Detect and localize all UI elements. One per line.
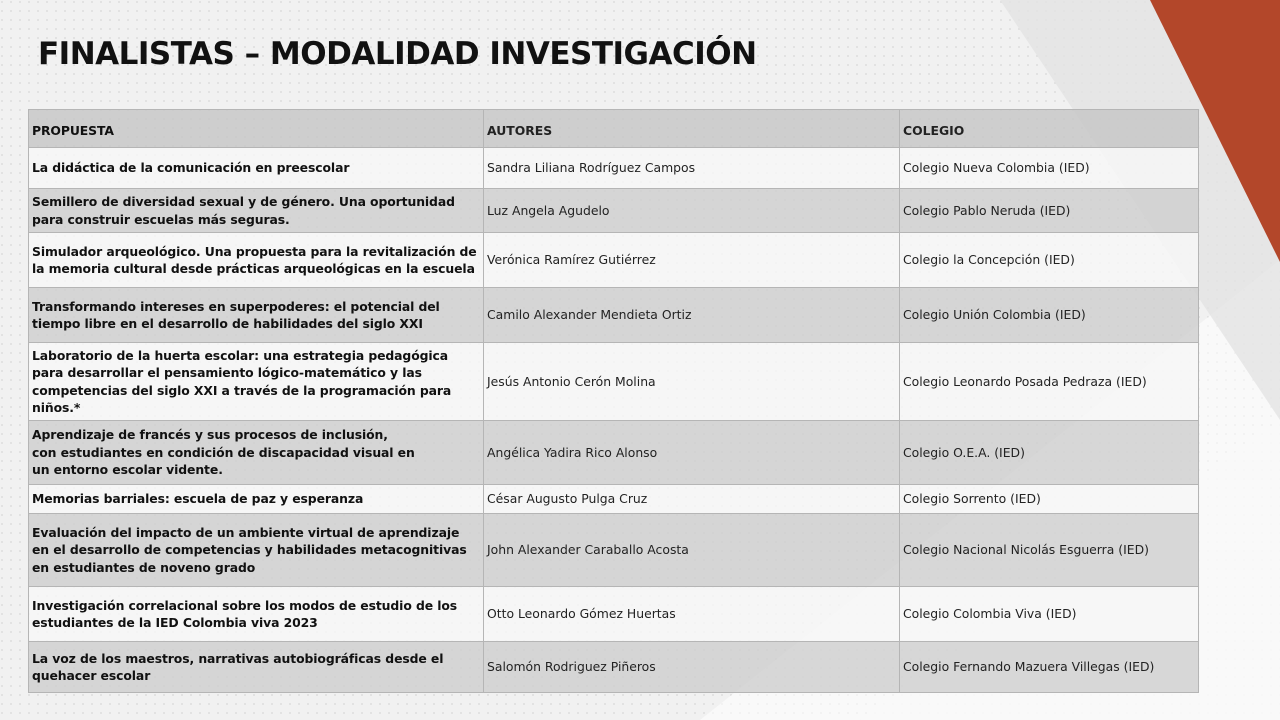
- propuesta-line: competencias del siglo XXI a través de la programación para: [32, 382, 452, 398]
- cell-propuesta: [29, 421, 484, 485]
- header-autores: AUTORES: [484, 110, 900, 148]
- table-row: [29, 288, 1199, 343]
- cell-autores: Otto Leonardo Gómez Huertas: [484, 587, 900, 642]
- propuesta-line: Laboratorio de la huerta escolar: una estrategia pedagógica: [32, 347, 449, 363]
- propuesta-line: para desarrollar el pensamiento lógico-matemático y las: [32, 365, 422, 381]
- cell-autores: Angélica Yadira Rico Alonso: [484, 421, 900, 485]
- propuesta-line: Semillero de diversidad sexual y de género. Una oportunidad: [32, 194, 455, 210]
- cell-autores: Jesús Antonio Cerón Molina: [484, 343, 900, 421]
- cell-colegio: Colegio O.E.A. (IED): [900, 421, 1199, 485]
- cell-autores: John Alexander Caraballo Acosta: [484, 514, 900, 587]
- table-row: [29, 148, 1199, 189]
- finalists-table-container: [28, 109, 1197, 693]
- propuesta-line: La didáctica de la comunicación en preescolar: [32, 160, 350, 176]
- propuesta-line: La voz de los maestros, narrativas autobiográficas desde el: [32, 650, 444, 666]
- cell-colegio: Colegio Colombia Viva (IED): [900, 587, 1199, 642]
- table-row: [29, 233, 1199, 288]
- header-propuesta: PROPUESTA: [29, 110, 484, 148]
- propuesta-line: niños.*: [32, 399, 81, 415]
- propuesta-line: tiempo libre en el desarrollo de habilidades del siglo XXI: [32, 316, 423, 331]
- propuesta-line: Aprendizaje de francés y sus procesos de inclusión,: [32, 427, 388, 443]
- table-row: [29, 343, 1199, 421]
- propuesta-line: en el desarrollo de competencias y habilidades metacognitivas: [32, 542, 467, 558]
- cell-colegio: Colegio la Concepción (IED): [900, 233, 1199, 288]
- propuesta-line: para construir escuelas más seguras.: [32, 211, 290, 227]
- finalists-table: [28, 109, 1199, 693]
- propuesta-line: un entorno escolar vidente.: [32, 462, 223, 478]
- cell-colegio: Colegio Nacional Nicolás Esguerra (IED): [900, 514, 1199, 587]
- cell-propuesta: [29, 288, 484, 343]
- table-row: [29, 421, 1199, 485]
- cell-propuesta: [29, 233, 484, 288]
- cell-autores: Luz Angela Agudelo: [484, 189, 900, 233]
- propuesta-line: la memoria cultural desde prácticas arqueológicas en la escuela: [32, 261, 475, 276]
- cell-autores: César Augusto Pulga Cruz: [484, 485, 900, 514]
- propuesta-line: Investigación correlacional sobre los modos de estudio de los: [32, 597, 458, 613]
- cell-propuesta: [29, 485, 484, 514]
- propuesta-line: Evaluación del impacto de un ambiente virtual de aprendizaje: [32, 524, 460, 540]
- cell-propuesta: [29, 514, 484, 587]
- cell-colegio: Colegio Pablo Neruda (IED): [900, 189, 1199, 233]
- cell-propuesta: [29, 189, 484, 233]
- cell-autores: Camilo Alexander Mendieta Ortiz: [484, 288, 900, 343]
- table-row: [29, 485, 1199, 514]
- cell-colegio: Colegio Nueva Colombia (IED): [900, 148, 1199, 189]
- table-row: [29, 587, 1199, 642]
- cell-colegio: Colegio Fernando Mazuera Villegas (IED): [900, 642, 1199, 693]
- cell-propuesta: [29, 587, 484, 642]
- cell-autores: Sandra Liliana Rodríguez Campos: [484, 148, 900, 189]
- page-title: FINALISTAS – MODALIDAD INVESTIGACIÓN: [38, 36, 757, 72]
- table-header-row: [29, 110, 1199, 148]
- propuesta-line: Transformando intereses en superpoderes: el potencial del: [32, 298, 440, 314]
- cell-propuesta: [29, 642, 484, 693]
- header-colegio: COLEGIO: [900, 110, 1199, 148]
- propuesta-line: quehacer escolar: [32, 668, 151, 683]
- cell-autores: Salomón Rodriguez Piñeros: [484, 642, 900, 693]
- cell-colegio: Colegio Unión Colombia (IED): [900, 288, 1199, 343]
- cell-colegio: Colegio Sorrento (IED): [900, 485, 1199, 514]
- propuesta-line: Memorias barriales: escuela de paz y esperanza: [32, 491, 364, 507]
- cell-propuesta: [29, 148, 484, 189]
- table-row: [29, 642, 1199, 693]
- propuesta-line: estudiantes de la IED Colombia viva 2023: [32, 615, 318, 630]
- cell-colegio: Colegio Leonardo Posada Pedraza (IED): [900, 343, 1199, 421]
- table-row: [29, 189, 1199, 233]
- cell-propuesta: [29, 343, 484, 421]
- cell-autores: Verónica Ramírez Gutiérrez: [484, 233, 900, 288]
- propuesta-line: en estudiantes de noveno grado: [32, 559, 256, 575]
- table-row: [29, 514, 1199, 587]
- propuesta-line: con estudiantes en condición de discapacidad visual en: [32, 444, 415, 460]
- propuesta-line: Simulador arqueológico. Una propuesta para la revitalización de: [32, 243, 477, 259]
